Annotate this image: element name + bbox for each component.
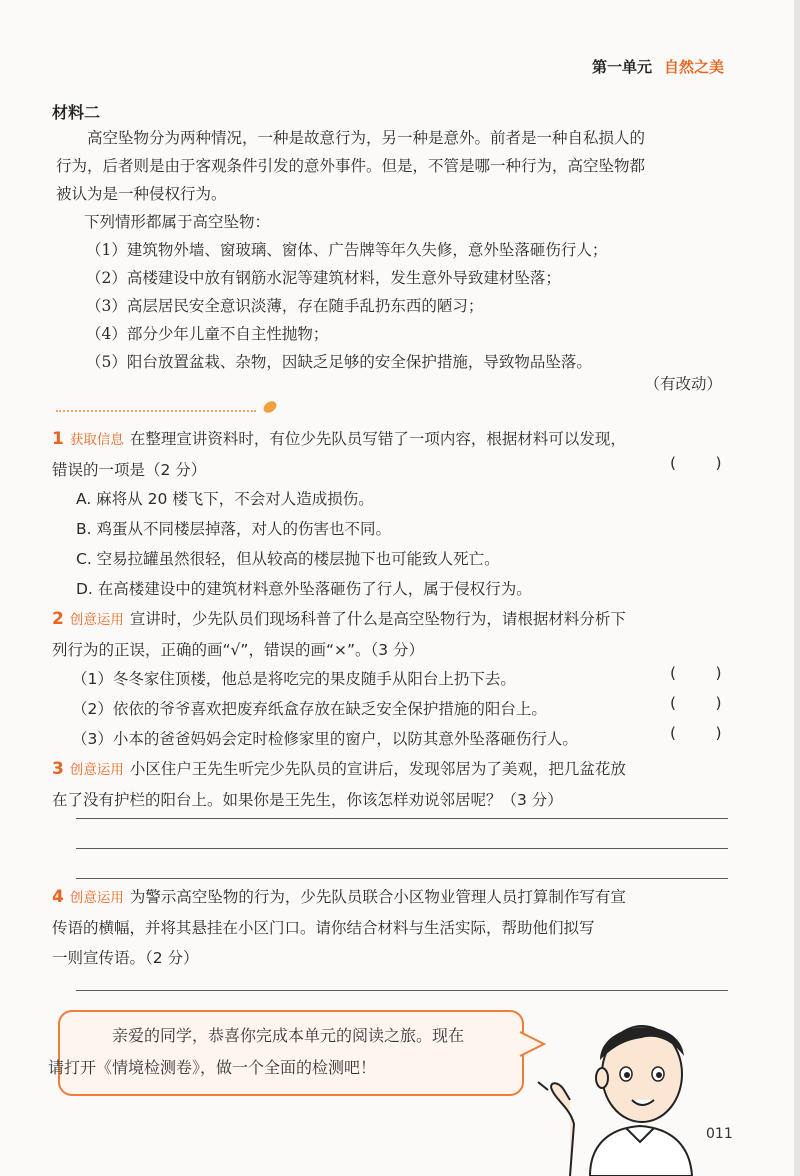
- question-text: 列行为的正误，正确的画“√”，错误的画“×”。（3 分）: [52, 641, 425, 659]
- question-1: [52, 424, 732, 485]
- question-2: [52, 604, 732, 665]
- option-a: A. 麻将从 20 楼飞下，不会对人造成损伤。: [76, 490, 374, 508]
- question-3: [52, 754, 732, 815]
- running-header: [592, 56, 724, 77]
- question-number: 2: [52, 609, 64, 629]
- question-text: 在了没有护栏的阳台上。如果你是王先生，你该怎样劝说邻居呢？（3 分）: [52, 791, 563, 809]
- question-text: 在整理宣讲资料时，有位少先队员写错了一项内容，根据材料可以发现，: [129, 430, 626, 448]
- answer-line[interactable]: [76, 990, 728, 991]
- answer-line[interactable]: [76, 848, 728, 849]
- question-text: 一则宣传语。（2 分）: [52, 949, 199, 967]
- page-edge-shadow: [794, 0, 800, 1176]
- material-item: （5）阳台放置盆栽、杂物，因缺乏足够的安全保护措施，导致物品坠落。: [86, 353, 592, 371]
- material-item: （3）高层居民安全意识淡薄，存在随手乱扔东西的陋习；: [86, 297, 484, 315]
- section-divider: [56, 410, 256, 412]
- material-item: （2）高楼建设中放有钢筋水泥等建筑材料，发生意外导致建材坠落；: [86, 269, 561, 287]
- material-item: （1）建筑物外墙、窗玻璃、窗体、广告牌等年久失修，意外坠落砸伤行人；: [86, 241, 608, 259]
- paragraph-line: 行为，后者则是由于客观条件引发的意外事件。但是，不管是哪一种行为，高空坠物都: [56, 157, 646, 175]
- answer-blank[interactable]: ( ): [670, 454, 722, 472]
- leaf-icon: [262, 400, 278, 414]
- unit-label: 第一单元: [591, 58, 652, 76]
- question-number: 1: [52, 429, 64, 449]
- question-tag: 创意运用: [69, 762, 124, 778]
- question-number: 3: [52, 759, 64, 779]
- question-text: 宣讲时，少先队员们现场科普了什么是高空坠物行为，请根据材料分析下: [129, 610, 626, 628]
- question-text: 传语的横幅，并将其悬挂在小区门口。请你结合材料与生活实际，帮助他们拟写: [52, 919, 595, 937]
- question-number: 4: [52, 887, 64, 907]
- question-tag: 创意运用: [69, 612, 124, 628]
- question-tag: 获取信息: [69, 432, 124, 448]
- paragraph-line: 被认为是一种侵权行为。: [56, 185, 227, 203]
- question-tag: 创意运用: [69, 890, 124, 906]
- adapted-note: （有改动）: [644, 375, 722, 393]
- option-c: C. 空易拉罐虽然很轻，但从较高的楼层抛下也可能致人死亡。: [76, 550, 500, 568]
- judgement-item: （1）冬冬家住顶楼，他总是将吃完的果皮随手从阳台上扔下去。: [72, 670, 516, 688]
- answer-line[interactable]: [76, 878, 728, 879]
- question-text: 小区住户王先生听完少先队员的宣讲后，发现邻居为了美观，把几盆花放: [129, 760, 626, 778]
- material-item: （4）部分少年儿童不自主性抛物；: [86, 325, 329, 343]
- question-4: [52, 882, 732, 973]
- judgement-item: （2）依依的爷爷喜欢把废弃纸盒存放在缺乏安全保护措施的阳台上。: [72, 700, 547, 718]
- question-text: 错误的一项是（2 分）: [52, 461, 207, 479]
- answer-blank[interactable]: ( ): [670, 664, 722, 682]
- bubble-line: 亲爱的同学，恭喜你完成本单元的阅读之旅。现在: [112, 1026, 465, 1045]
- cartoon-boy-icon: [530, 1004, 720, 1176]
- bubble-text: [48, 1020, 512, 1084]
- bubble-line: 请打开《情境检测卷》，做一个全面的检测吧！: [48, 1058, 377, 1077]
- answer-blank[interactable]: ( ): [670, 694, 722, 712]
- option-d: D. 在高楼建设中的建筑材料意外坠落砸伤了行人，属于侵权行为。: [76, 580, 532, 598]
- unit-theme: 自然之美: [663, 58, 724, 76]
- material-title: 材料二: [52, 103, 101, 122]
- material-intro: 下列情形都属于高空坠物：: [84, 213, 271, 231]
- material-paragraph: [56, 124, 724, 208]
- option-b: B. 鸡蛋从不同楼层掉落，对人的伤害也不同。: [76, 520, 391, 538]
- question-text: 为警示高空坠物的行为，少先队员联合小区物业管理人员打算制作写有宣: [129, 888, 626, 906]
- answer-blank[interactable]: ( ): [670, 724, 722, 742]
- answer-line[interactable]: [76, 818, 728, 819]
- judgement-item: （3）小本的爸爸妈妈会定时检修家里的窗户，以防其意外坠落砸伤行人。: [72, 730, 578, 748]
- page-number: 011: [706, 1126, 733, 1142]
- paragraph-line: 高空坠物分为两种情况，一种是故意行为，另一种是意外。前者是一种自私损人的: [87, 129, 646, 147]
